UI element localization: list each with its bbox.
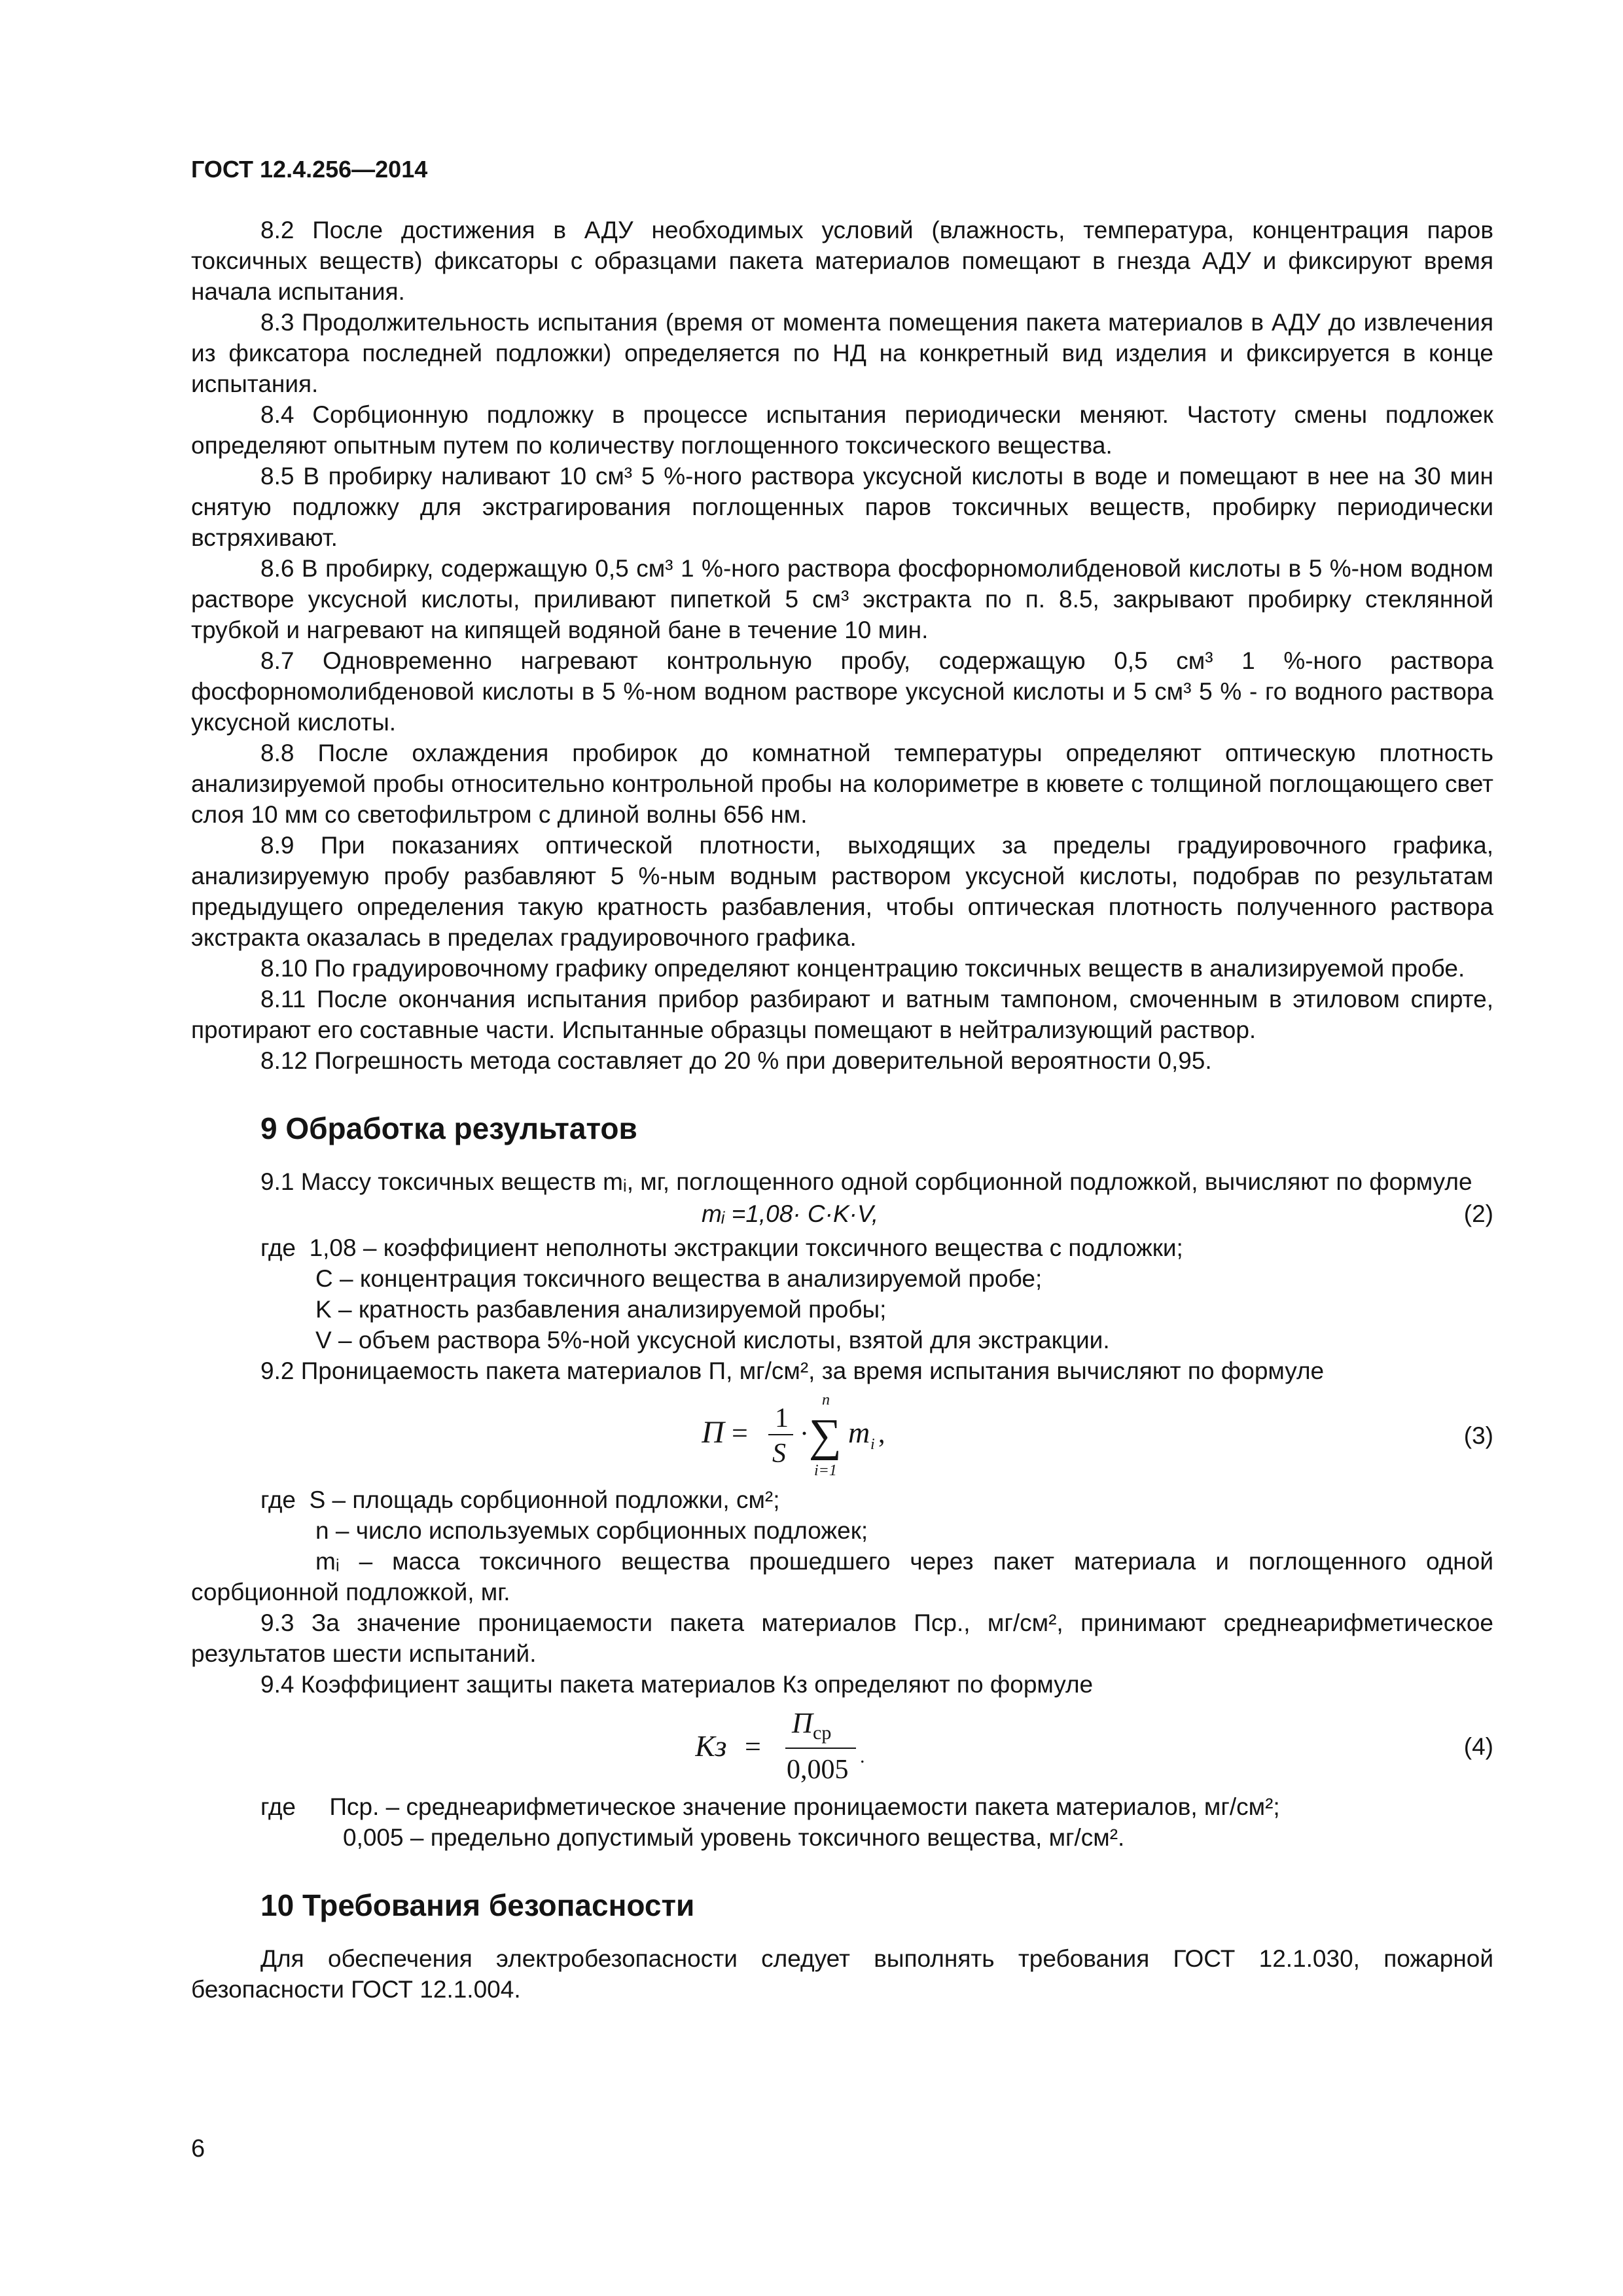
- formula-3-lhs: П: [702, 1415, 724, 1450]
- paragraph-9-1: 9.1 Массу токсичных веществ mᵢ, мг, поглощенного одной сорбционной подложкой, вычисляют по формуле: [260, 1168, 1472, 1195]
- formula-3-numerator: 1: [775, 1403, 789, 1433]
- formula-4-numerator: П: [792, 1707, 813, 1739]
- paragraph-8-5: 8.5 В пробирку наливают 10 см³ 5 %-ного раствора уксусной кислоты в воде и помещают в нее на 30 мин снятую подложку для экстрагирования поглощенных паров токсичных веществ, пробирку периодически встряхивают.: [191, 463, 1493, 551]
- paragraph-8-9: 8.9 При показаниях оптической плотности, выходящих за пределы градуировочного графика, анализируемую пробу разбавляют 5 %-ным водным раствором уксусной кислоты, подобрав по результатам предыдущего определения такую кратность разбавления, чтобы оптическая плотность полученного раствора экстракта оказалась в пределах градуировочного графика.: [191, 832, 1493, 951]
- document-id-header: ГОСТ 12.4.256—2014: [191, 156, 428, 183]
- formula-4-eq: =: [745, 1731, 761, 1763]
- formula-2-expression: mᵢ =1,08· C·K·V,: [702, 1200, 879, 1227]
- paragraph-8-3: 8.3 Продолжительность испытания (время от момента помещения пакета материалов в АДУ до извлечения из фиксатора последней подложки) определяется по НД на конкретный вид изделия и фиксируется в конце испытания.: [191, 309, 1493, 397]
- where-3-item-text: mᵢ – масса токсичного вещества прошедшего через пакет материала и поглощенного одной сорбционной подложкой, мг.: [191, 1548, 1493, 1605]
- paragraph-8-8: 8.8 После охлаждения пробирок до комнатной температуры определяют оптическую плотность анализируемой пробы относительно контрольной пробы на колориметре в кювете с толщиной поглощающего свет слоя 10 мм со светофильтром с длиной волны 656 нм.: [191, 740, 1493, 828]
- paragraph-9-2: 9.2 Проницаемость пакета материалов П, мг/см², за время испытания вычисляют по формуле: [260, 1357, 1325, 1384]
- formula-3-eq: =: [732, 1417, 748, 1449]
- where-2-item: 1,08 – коэффициент неполноты экстракции токсичного вещества с подложки;: [309, 1234, 1183, 1261]
- formula-3-sum-top: n: [822, 1391, 830, 1408]
- paragraph-8-11: 8.11 После окончания испытания прибор разбирают и ватным тампоном, смоченным в этиловом спирте, протирают его составные части. Испытанные образцы помещают в нейтрализующий раствор.: [191, 986, 1493, 1043]
- where-3-first: [191, 1484, 1493, 1515]
- section-9-heading: 9 Обработка результатов: [260, 1111, 637, 1145]
- where-3-item: [191, 1546, 1493, 1607]
- where-2-item: K – кратность разбавления анализируемой пробы;: [315, 1296, 887, 1323]
- formula-3-number: (3): [1463, 1422, 1493, 1449]
- formula-3-term-sub: i: [870, 1436, 875, 1453]
- where-2-item: C – концентрация токсичного вещества в анализируемой пробе;: [315, 1265, 1043, 1292]
- page-body: [191, 215, 1493, 2005]
- formula-4-tail: .: [860, 1746, 865, 1767]
- formula-3-sum-bottom: i=1: [814, 1462, 837, 1479]
- where-label: где: [260, 1793, 296, 1820]
- where-2-item: V – объем раствора 5%-ной уксусной кислоты, взятой для экстракции.: [315, 1327, 1110, 1354]
- where-2-first: [191, 1232, 1493, 1263]
- where-4-first: [191, 1791, 1493, 1822]
- paragraph-8-6: 8.6 В пробирку, содержащую 0,5 см³ 1 %-ного раствора фосфорномолибденовой кислоты в 5 %-ном водном растворе уксусной кислоты, приливают пипеткой 5 см³ экстракта по п. 8.5, закрывают пробирку стеклянной трубкой и нагревают на кипящей водяной бане в течение 10 мин.: [191, 555, 1493, 643]
- formula-4-graphic: [695, 1700, 931, 1791]
- formula-3-term: m: [848, 1416, 870, 1449]
- formula-3-denominator: S: [772, 1439, 786, 1469]
- paragraph-9-3: 9.3 За значение проницаемости пакета материалов Пср., мг/см², принимают среднеарифметическое результатов шести испытаний.: [191, 1609, 1493, 1667]
- where-3-item: S – площадь сорбционной подложки, см²;: [309, 1486, 780, 1513]
- paragraph-8-4: 8.4 Сорбционную подложку в процессе испытания периодически меняют. Частоту смены подложек определяют опытным путем по количеству поглощенного токсического вещества.: [191, 401, 1493, 459]
- paragraph-8-12: 8.12 Погрешность метода составляет до 20 % при доверительной вероятности 0,95.: [260, 1047, 1212, 1074]
- where-3-item: n – число используемых сорбционных подложек;: [315, 1517, 868, 1544]
- paragraph-8-2: 8.2 После достижения в АДУ необходимых условий (влажность, температура, концентрация паров токсичных веществ) фиксаторы с образцами пакета материалов помещают в гнезда АДУ и фиксируют время начала испытания.: [191, 217, 1493, 305]
- formula-3-dot: ·: [800, 1419, 809, 1449]
- where-label: где: [260, 1486, 296, 1513]
- formula-4-number: (4): [1463, 1733, 1493, 1760]
- formula-2-number: (2): [1463, 1200, 1493, 1227]
- paragraph-8-10: 8.10 По градуировочному графику определяют концентрацию токсичных веществ в анализируемой пробе.: [260, 955, 1465, 982]
- formula-2: [191, 1197, 1493, 1232]
- formula-3-tail: ,: [878, 1419, 885, 1449]
- where-4-item: 0,005 – предельно допустимый уровень токсичного вещества, мг/см².: [343, 1824, 1125, 1851]
- paragraph-8-7: 8.7 Одновременно нагревают контрольную пробу, содержащую 0,5 см³ 1 %-ного раствора фосфорномолибденовой кислоты в 5 %-ном водном растворе уксусной кислоты и 5 см³ 5 % - го водного раствора уксусной кислоты.: [191, 647, 1493, 736]
- formula-3-graphic: [702, 1386, 963, 1484]
- where-4-item: Пср. – среднеарифметическое значение проницаемости пакета материалов, мг/см²;: [329, 1793, 1280, 1820]
- formula-4-numerator-sub: ср: [813, 1722, 832, 1744]
- page-number: 6: [191, 2135, 205, 2162]
- formula-4-denominator: 0,005: [787, 1755, 849, 1785]
- section-10-heading: 10 Требования безопасности: [260, 1888, 695, 1922]
- formula-3: [191, 1386, 1493, 1484]
- paragraph-9-4: 9.4 Коэффициент защиты пакета материалов Кз определяют по формуле: [260, 1671, 1094, 1698]
- paragraph-10: Для обеспечения электробезопасности следует выполнять требования ГОСТ 12.1.030, пожарной безопасности ГОСТ 12.1.004.: [191, 1945, 1493, 2003]
- formula-4-lhs: Кз: [695, 1729, 727, 1763]
- where-label: где: [260, 1234, 296, 1261]
- formula-4: [191, 1700, 1493, 1791]
- formula-3-sum-symbol: ∑: [809, 1410, 842, 1461]
